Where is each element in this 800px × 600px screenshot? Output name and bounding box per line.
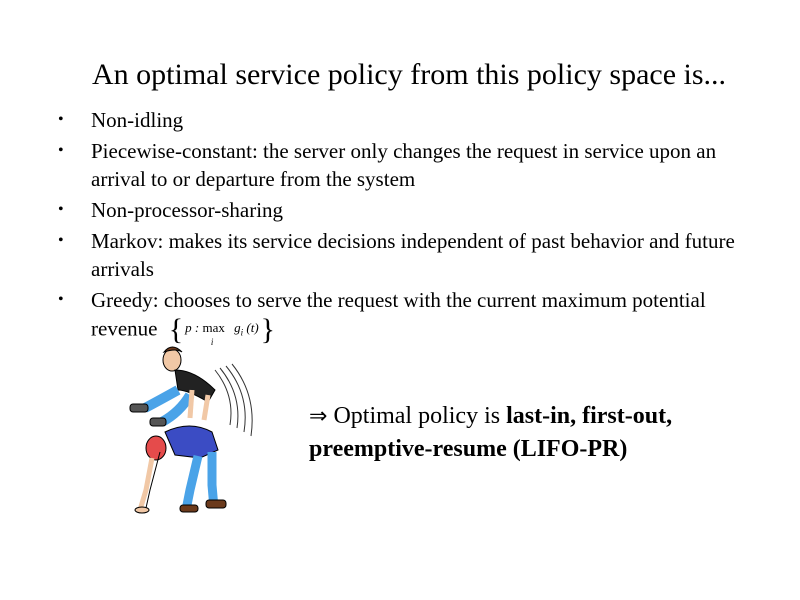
conclusion-policy-part2: preemptive-resume (LIFO-PR) bbox=[309, 436, 628, 462]
formula-max-subscript: i bbox=[210, 337, 214, 347]
conclusion-prefix: Optimal policy is bbox=[327, 403, 507, 429]
bullet-marker: • bbox=[58, 111, 64, 128]
bottom-person bbox=[135, 426, 226, 513]
conclusion-text bbox=[309, 400, 779, 466]
bullet-markov bbox=[58, 227, 758, 283]
bullet-non-processor-sharing bbox=[58, 196, 758, 224]
bullet-text: Piecewise-constant: the server only changes the request in service upon an arrival to or departure from the system bbox=[91, 139, 717, 191]
top-person bbox=[130, 347, 215, 426]
bullet-non-idling bbox=[58, 106, 758, 134]
formula-g-subscript: i bbox=[240, 327, 244, 338]
bullet-text: Non-processor-sharing bbox=[91, 198, 284, 222]
formula-max: max bbox=[202, 320, 225, 335]
bullet-text: Non-idling bbox=[91, 108, 184, 132]
bullet-greedy bbox=[58, 286, 758, 347]
formula-g: g bbox=[234, 320, 241, 335]
bullet-text: Greedy: chooses to serve the request with the current maximum potential revenue bbox=[91, 288, 706, 341]
bullet-marker: • bbox=[58, 201, 64, 218]
slide-title: An optimal service policy from this policy space is... bbox=[92, 58, 727, 91]
bullet-list bbox=[58, 106, 758, 350]
formula-close-brace: } bbox=[260, 313, 276, 347]
conclusion-policy-part1: last-in, first-out, bbox=[506, 403, 673, 429]
bullet-marker: • bbox=[58, 142, 64, 159]
implies-arrow-icon: ⇒ bbox=[309, 404, 328, 429]
formula-colon: : bbox=[194, 320, 200, 335]
bullet-marker: • bbox=[58, 291, 64, 308]
formula-arg: (t) bbox=[246, 320, 259, 335]
formula-var: p bbox=[185, 320, 192, 335]
bullet-piecewise-constant bbox=[58, 137, 758, 193]
bullet-text: Markov: makes its service decisions independent of past behavior and future arrivals bbox=[91, 229, 735, 281]
bullet-marker: • bbox=[58, 232, 64, 249]
leapfrog-people-illustration bbox=[120, 340, 270, 520]
formula-open-brace: { bbox=[168, 313, 184, 347]
motion-lines bbox=[215, 364, 252, 436]
